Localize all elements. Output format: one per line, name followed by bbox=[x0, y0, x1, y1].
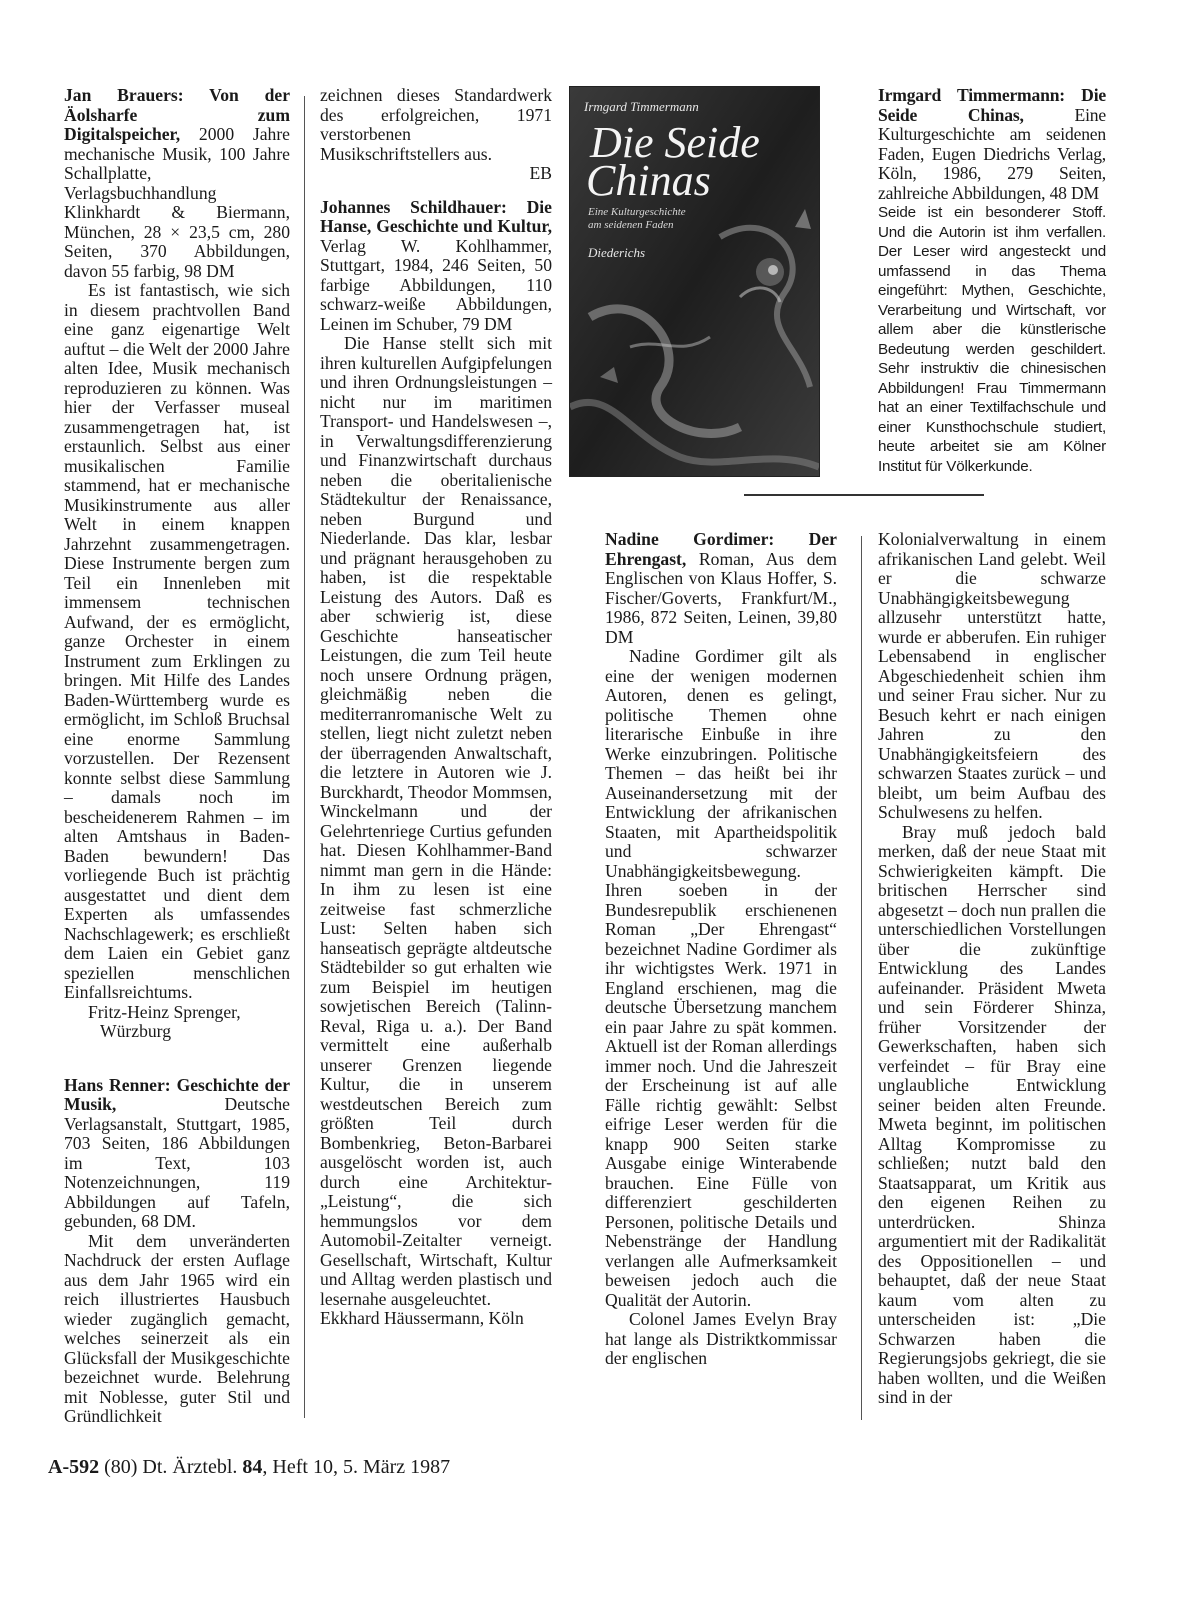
spacer bbox=[320, 184, 552, 198]
cover-subtitle-line1: Eine Kulturgeschichte bbox=[588, 206, 686, 218]
review-body-gordimer-1: Nadine Gordimer gilt als eine der wenigen modernen Autoren, denen es gelingt, politische Themen ohne literarische Einbuße in ihre Werke einzubringen. Politische Themen – das heißt bei ihr Auseinandersetzung mit der Entwicklung der afrikanischen Staaten, mit Apartheidspolitik und schwarzer Unabhängigkeitsbewegung. Ihren soeben in der Bundesrepublik erschienenen Roman „Der Ehrengast“ bezeichnet Nadine Gordimer als ihr wichtigstes Werk. 1971 in England erschienen, mag die deutsche Übersetzung manchem ein paar Jahre zu spät kommen. Aktuell ist der Roman allerdings immer noch. Und die Jahreszeit der Erscheinung ist auf alle Fälle richtig gewählt: Selbst eifrige Leser werden für die knapp 900 Seiten starke Ausgabe einige Winterabende brauchen. Eine Fülle von differenziert geschilderten Personen, politische Details und Nebenstränge der Handlung verlangen alle Aufmerksamkeit beweisen jedoch auch die Qualität der Autorin. bbox=[605, 646, 837, 1310]
cover-subtitle-line2: am seidenen Faden bbox=[588, 219, 674, 231]
review-body-gordimer-3: Kolonialverwaltung in einem afrikanischen Land gelebt. Weil er die schwarze Unabhängigkeitsbewegung allzusehr unterstützt hatte, wurde er abberufen. Ein ruhiger Lebensabend in englischer Abgeschiedenheit schien ihm und seiner Frau sicher. Nur zu Besuch kehrt er nach einigen Jahren zu den Unabhängigkeitsfeiern des schwarzen Staates zurück – und bleibt, um beim Aufbau des Schulwesens zu helfen. bbox=[878, 529, 1106, 822]
review-body-schildhauer: Die Hanse stellt sich mit ihren kulturellen Aufgipfelungen und ihren Ordnungsleistungen – nicht nur im maritimen Transport- und Handelswesen –, in Verwaltungsdifferenzierung und Finanzwirtschaft durchaus neben die oberitalienische Städtekultur der Renaissance, neben Burgund und Niederlande. Das klar, lesbar und prägnant herausgehoben zu haben, ist die respektable Leistung des Autors. Daß es aber schwierig ist, diese Geschichte hanseatischer Leistungen, die zum Teil heute noch unsere Ordnung prägen, gleichmäßig neben die mediterranromanische Welt zu stellen, liegt nicht zuletzt neben der überragenden Anwaltschaft, die letztere in Autoren wie J. Burckhardt, Theodor Mommsen, Winckelmann und der Gelehrtenriege Curtius gefunden hat. Diesen Kohlhammer-Band nimmt man gern in die Hände: In ihm zu lesen ist eine zeitweise fast schmerzliche Lust: Selten haben sich hanseatisch geprägte altdeutsche Städtebilder so gut erhalten wie zum Beispiel im heutigen sowjetischen Bereich (Talinn-Reval, Riga u. a.). Der Band vermittelt eine außerhalb unserer Grenzen liegende Kultur, die in unserem westdeutschen Bereich zum größten Teil durch Bombenkrieg, Beton-Barbarei ausgelöscht worden ist, auch durch eine Architektur-„Leistung“, die sich hemmungslos vor dem Automobil-Zeitalter verneigt. Gesellschaft, Wirtschaft, Kultur und Alltag werden plastisch und lesernahe ausgeleuchtet. bbox=[320, 333, 552, 1309]
review-title-brauers: Jan Brauers: Von der Äolsharfe zum Digitalspeicher, bbox=[64, 85, 290, 144]
review-header-renner bbox=[64, 1076, 290, 1232]
reviewer-city-sprenger: Würzburg bbox=[100, 1021, 172, 1041]
column-rule-2 bbox=[861, 536, 862, 1420]
review-title-gordimer: Nadine Gordimer: Der Ehrengast, bbox=[605, 529, 837, 569]
spacer bbox=[64, 1042, 290, 1076]
cover-title-line1: Die Seide bbox=[590, 118, 760, 167]
review-header-timmermann bbox=[878, 86, 1106, 203]
column-2 bbox=[320, 86, 552, 1329]
review-header-brauers bbox=[64, 86, 290, 281]
cover-title-line2: Chinas bbox=[586, 156, 711, 205]
review-details-brauers: 2000 Jahre mechanische Musik, 100 Jahre Schallplatte, Verlagsbuchhandlung Klinkhardt & Biermann, München, 28 × 23,5 cm, 280 Seiten, 370 Abbildungen, davon 55 farbig, 98 DM bbox=[64, 124, 290, 281]
review-details-schildhauer: Verlag W. Kohlhammer, Stuttgart, 1984, 246 Seiten, 50 farbige Abbildungen, 110 schwarz-weiße Abbildungen, Leinen im Schuber, 79 DM bbox=[320, 235, 552, 334]
review-body-gordimer-2: Colonel James Evelyn Bray hat lange als Distriktkommissar der englischen bbox=[605, 1309, 837, 1368]
cover-author: Irmgard Timmermann bbox=[584, 99, 699, 114]
reviewer-name-sprenger: Fritz-Heinz Sprenger, bbox=[88, 1001, 241, 1022]
review-details-renner: Deutsche Verlagsanstalt, Stuttgart, 1985, 703 Seiten, 186 Abbildungen im Text, 103 Notenzeichnungen, 119 Abbildungen auf Tafeln, gebunden, 68 DM. bbox=[64, 1094, 290, 1231]
section-divider bbox=[744, 494, 984, 496]
page-number: A-592 bbox=[48, 1456, 100, 1478]
column-timmermann-review bbox=[878, 86, 1106, 476]
review-details-timmermann: Eine Kulturgeschichte am seidenen Faden, Eugen Diedrichs Verlag, Köln, 1986, 279 Seiten, zahlreiche Abbildungen, 48 DM bbox=[878, 104, 1106, 203]
review-header-gordimer bbox=[605, 530, 837, 647]
review-header-schildhauer bbox=[320, 198, 552, 335]
column-rule-1 bbox=[304, 96, 305, 1418]
page-footer bbox=[48, 1456, 450, 1479]
review-body-brauers: Es ist fantastisch, wie sich in diesem prachtvollen Band eine ganz eigenartige Welt auftut – die Welt der 2000 Jahre alten Idee, Musik mechanisch reproduzieren zu können. Was hier der Verfasser museal zusammengetragen hat, ist erstaunlich. Selbst aus einer musikalischen Familie stammend, hat er mechanische Musikinstrumente aus aller Welt in einem knappen Jahrzehnt zusammengetragen. Diese Instrumente bergen zum Teil ein Innenleben mit immensem technischen Aufwand, der es ermöglicht, ganze Orchester in einem Instrument zum Erklingen zu bringen. Mit Hilfe des Landes Baden-Württemberg wurde es ermöglicht, im Schloß Bruchsal eine enorme Sammlung vorzustellen. Der Rezensent konnte selbst diese Sammlung – damals noch im bescheidenerem Rahmen – im alten Amtshaus in Baden-Baden bewundern! Das vorliegende Buch ist prächtig ausgestattet und dient dem Experten als umfassendes Nachschlagewerk; es erschließt dem Laien ein Gebiet ganz speziellen menschlichen Einfallsreichtums. bbox=[64, 280, 290, 1002]
review-details-gordimer: Roman, Aus dem Englischen von Klaus Hoffer, S. Fischer/Goverts, Frankfurt/M., 1986, 872 Seiten, Leinen, 39,80 DM bbox=[605, 548, 837, 647]
column-gordimer-left bbox=[605, 530, 837, 1369]
review-body-renner-continued: zeichnen dieses Standardwerk des erfolgreichen, 1971 verstorbenen Musikschriftstellers aus. bbox=[320, 85, 552, 164]
review-title-schildhauer: Johannes Schildhauer: Die Hanse, Geschichte und Kultur, bbox=[320, 196, 552, 236]
book-cover-image bbox=[569, 86, 820, 477]
review-title-renner: Hans Renner: Geschichte der Musik, bbox=[64, 1074, 290, 1114]
reviewer-initials-eb: EB bbox=[529, 163, 552, 183]
column-gordimer-right bbox=[878, 530, 1106, 1408]
footer-issue-date: , Heft 10, 5. März 1987 bbox=[262, 1456, 451, 1478]
footer-journal: (80) Dt. Ärztebl. bbox=[99, 1456, 243, 1478]
review-body-renner: Mit dem unveränderten Nachdruck der ersten Auflage aus dem Jahr 1965 wird ein reich illustriertes Hausbuch wieder zugänglich gemacht, welches seinerzeit als ein Glücksfall der Musikgeschichte bezeichnet wurde. Belehrung mit Noblesse, guter Stil und Gründlichkeit bbox=[64, 1230, 290, 1426]
footer-volume: 84 bbox=[242, 1456, 263, 1478]
review-body-gordimer-4: Bray muß jedoch bald merken, daß der neue Staat mit Schwierigkeiten kämpft. Die britischen Herrscher sind abgesetzt – doch nun prallen die unterschiedlichen Vorstellungen über die zukünftige Entwicklung des Landes aufeinander. Präsident Mweta und sein Förderer Shinza, früher Vorsitzender der Gewerkschaften, haben sich verfeindet – für Bray eine unglaubliche Entwicklung seiner beiden alten Freunde. Mweta beginnt, im politischen Alltag Kompromisse zu schließen; nutzt bald den Staatsapparat, um Kritik aus den eigenen Reihen zu unterdrücken. Shinza argumentiert mit der Radikalität des Oppositionellen – und behauptet, daß der neue Staat kaum vom alten zu unterscheiden ist: „Die Schwarzen haben die Regierungsjobs gekriegt, die sie haben wollten, und die Weißen sind in der bbox=[878, 821, 1106, 1407]
cover-publisher: Diederichs bbox=[588, 245, 646, 260]
review-title-timmermann: Irmgard Timmermann: Die Seide Chinas, bbox=[878, 85, 1106, 125]
column-1 bbox=[64, 86, 290, 1427]
reviewer-name-haeussermann: Ekkhard Häussermann, Köln bbox=[320, 1308, 524, 1328]
review-body-timmermann: Seide ist ein besonderer Stoff. Und die Autorin ist ihm verfallen. Der Leser wird angesteckt und umfassend in das Thema eingeführt: Mythen, Geschichte, Verarbeitung und Wirtschaft, vor allem aber die künstlerische Bedeutung werden geschildert. Sehr instruktiv die chinesischen Abbildungen! Frau Timmermann hat an einer Textilfachschule und einer Kunsthochschule studiert, heute arbeitet sie am Kölner Institut für Völkerkunde. bbox=[878, 204, 1106, 475]
book-cover-art bbox=[570, 87, 819, 476]
